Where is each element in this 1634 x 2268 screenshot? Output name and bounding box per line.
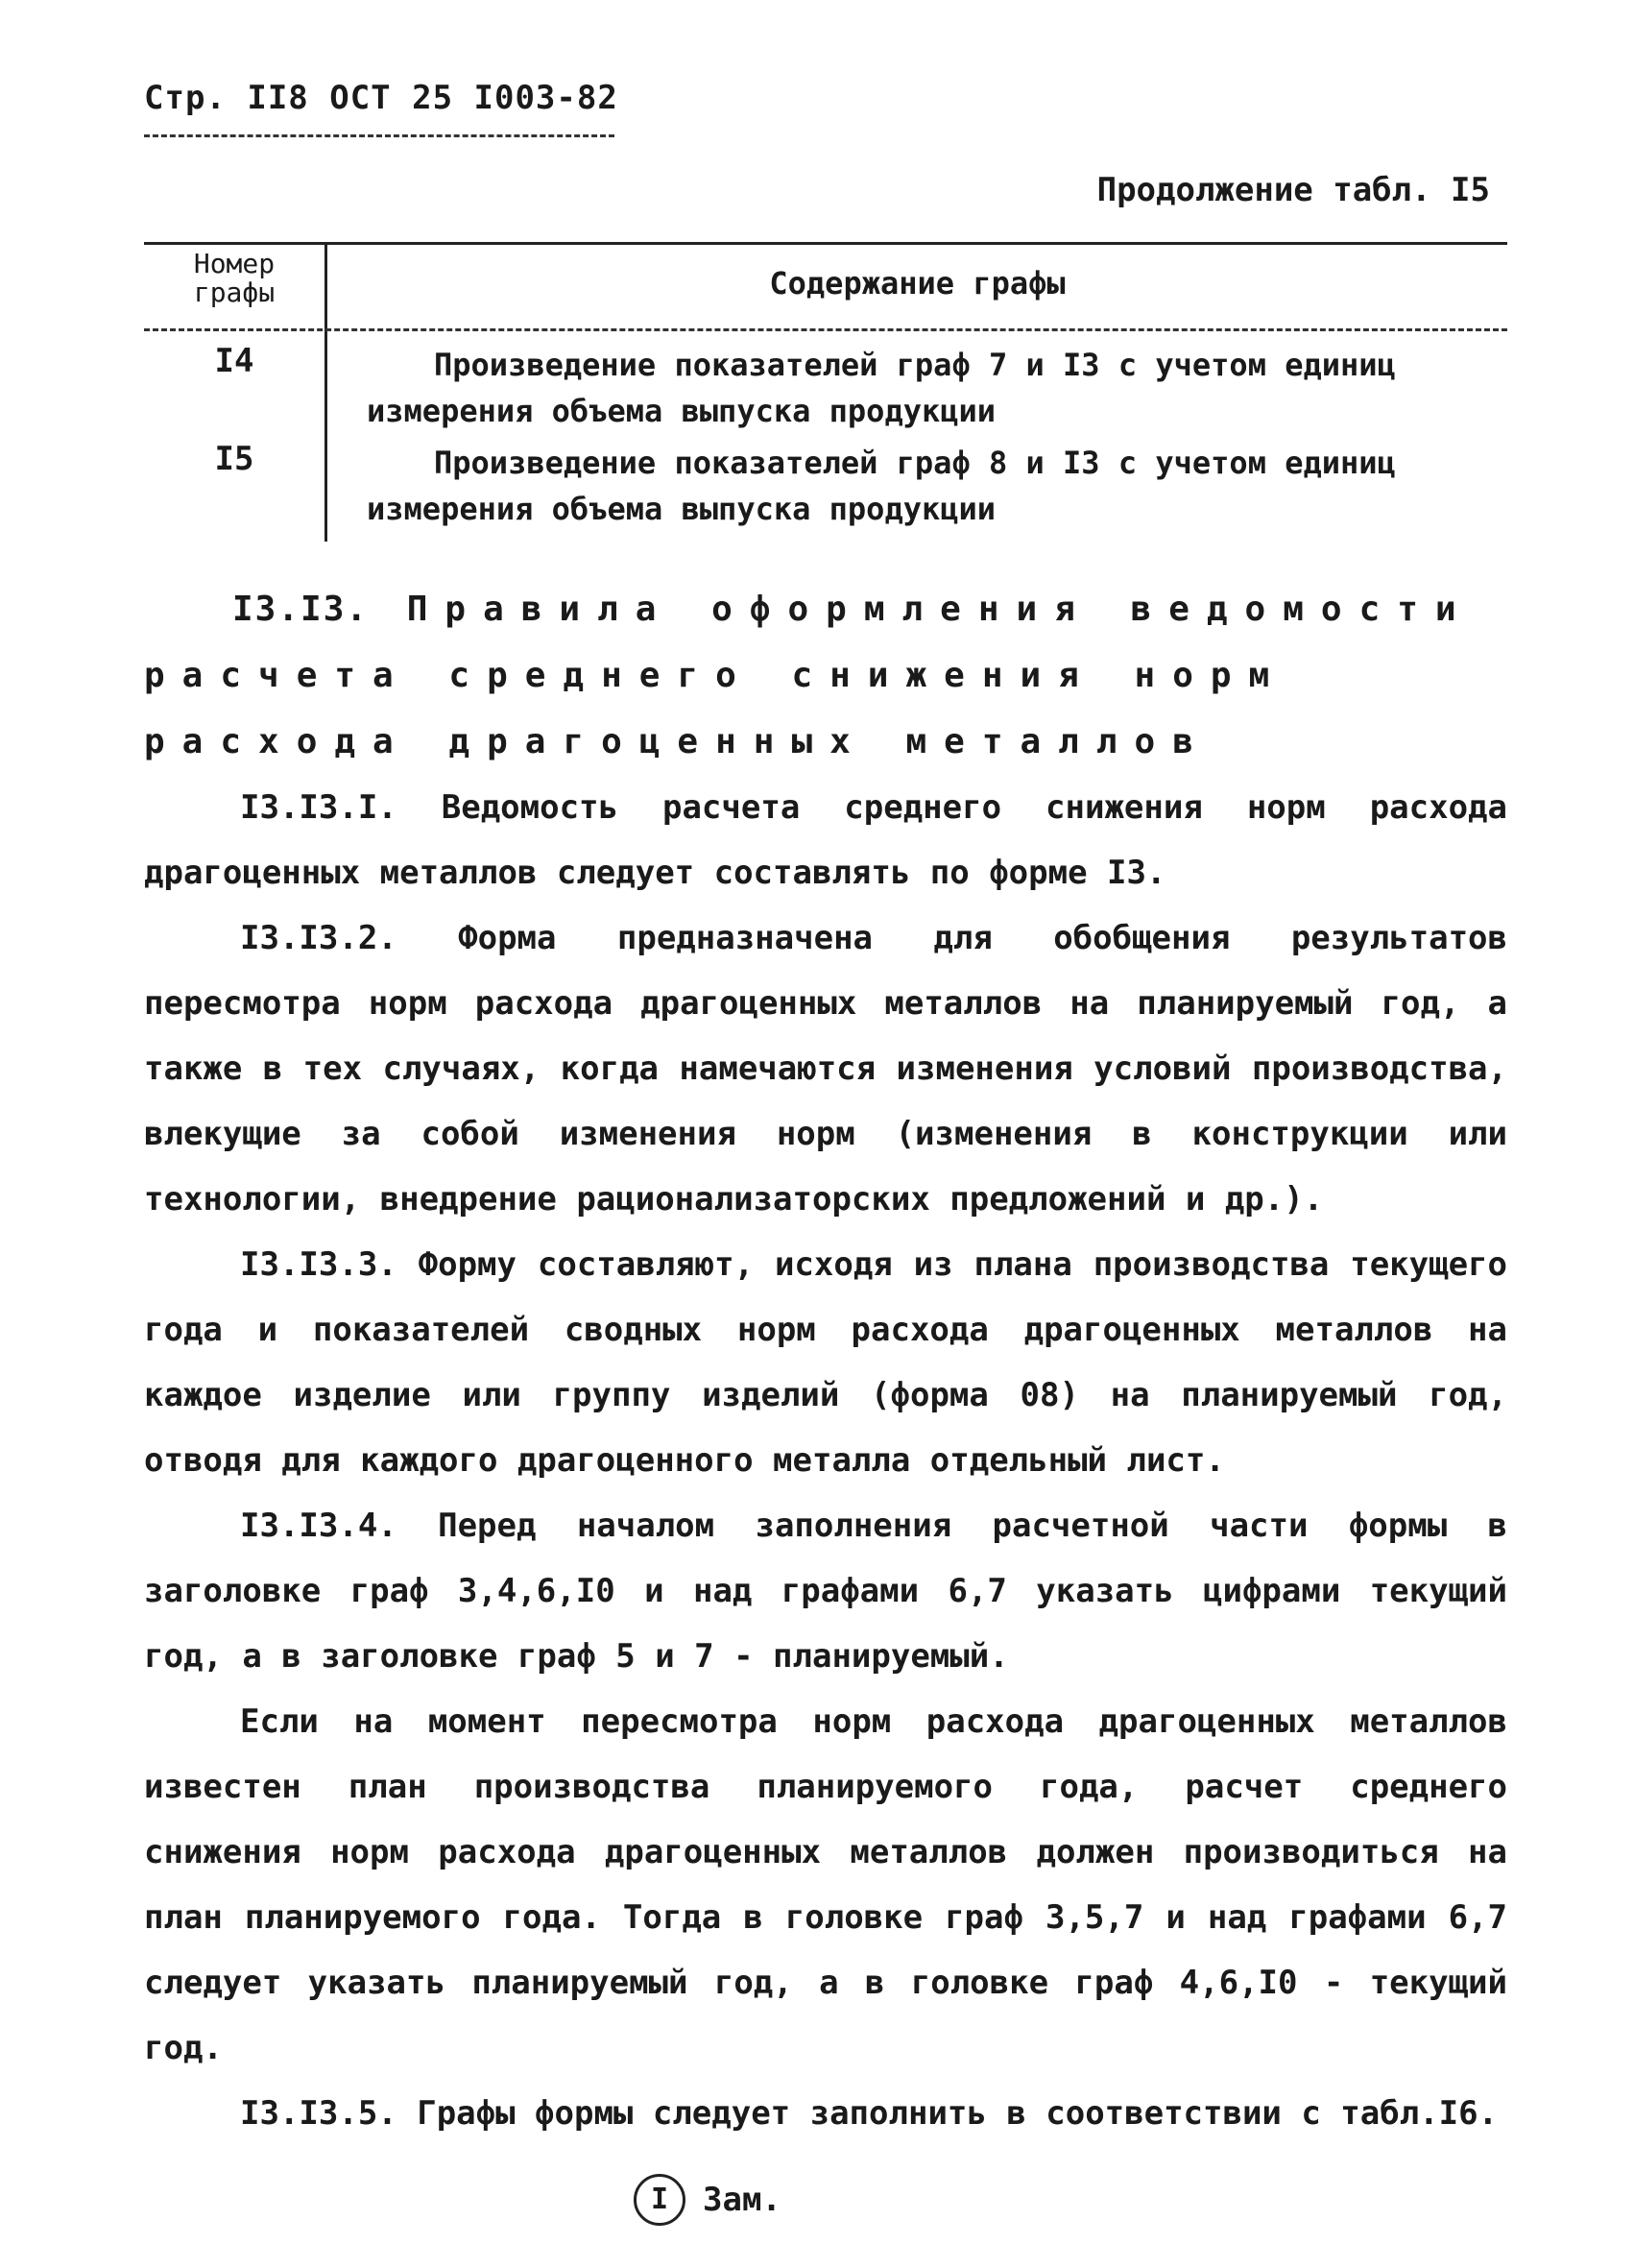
section-title: Правила оформления ведомости расчета среднего снижения норм расхода драгоценных металлов xyxy=(144,590,1474,761)
section-number: I3.I3. xyxy=(232,590,370,629)
table-row-number: I4 xyxy=(214,342,254,380)
table-top-rule xyxy=(144,242,1507,245)
header-underline xyxy=(144,134,614,137)
column-content-header: Содержание графы xyxy=(769,265,1066,302)
column-number-header-line1: Номер xyxy=(193,248,276,279)
section-heading xyxy=(144,576,1507,775)
page-reference: Стр. II8 ОСТ 25 I003-82 xyxy=(144,79,618,117)
change-label: Зам. xyxy=(703,2181,781,2219)
table-header-rule xyxy=(144,328,1507,331)
column-number-header-line2: графы xyxy=(193,277,276,308)
column-number-header xyxy=(144,250,324,307)
change-mark xyxy=(634,2174,781,2226)
table-row-number: I5 xyxy=(214,440,254,478)
paragraph-13-13-4: I3.I3.4. Перед началом заполнения расчетной части формы в заголовке граф 3,4,6,I0 и над графами 6,7 указать цифрами текущий год, а в заголовке граф 5 и 7 - планируемый. xyxy=(144,1507,1507,1676)
table-row-text: Произведение показателей граф 8 и I3 с учетом единиц измерения объема выпуска продукции xyxy=(367,445,1396,527)
paragraph-13-13-1: I3.I3.I. Ведомость расчета среднего снижения норм расхода драгоценных металлов следует составлять по форме I3. xyxy=(144,788,1507,892)
document-body xyxy=(144,576,1507,2146)
paragraph-13-13-3: I3.I3.3. Форму составляют, исходя из плана производства текущего года и показателей сводных норм расхода драгоценных металлов на каждое изделие или группу изделий (форма 08) на планируемый год, отводя для каждого драгоценного металла отдельный лист. xyxy=(144,1245,1507,1480)
paragraph-planned-year-note: Если на момент пересмотра норм расхода драгоценных металлов известен план производства планируемого года, расчет среднего снижения норм расхода драгоценных металлов должен производиться на план планируемого года. Тогда в головке граф 3,5,7 и над графами 6,7 следует указать планируемый год, а в головке граф 4,6,I0 - текущий год. xyxy=(144,1702,1507,2067)
paragraph-13-13-2: I3.I3.2. Форма предназначена для обобщения результатов пересмотра норм расхода драгоценных металлов на планируемый год, а также в тех случаях, когда намечаются изменения условий производства, влекущие за собой изменения норм (изменения в конструкции или технологии, внедрение рационализаторских предложений и др.). xyxy=(144,919,1507,1218)
table-continuation-label: Продолжение табл. I5 xyxy=(1096,171,1490,209)
paragraph-13-13-5: I3.I3.5. Графы формы следует заполнить в соответствии с табл.I6. xyxy=(240,2094,1499,2133)
circled-change-number: I xyxy=(634,2174,685,2226)
table-row-text: Произведение показателей граф 7 и I3 с учетом единиц измерения объема выпуска продукции xyxy=(367,347,1396,429)
columns-table xyxy=(144,242,1507,542)
